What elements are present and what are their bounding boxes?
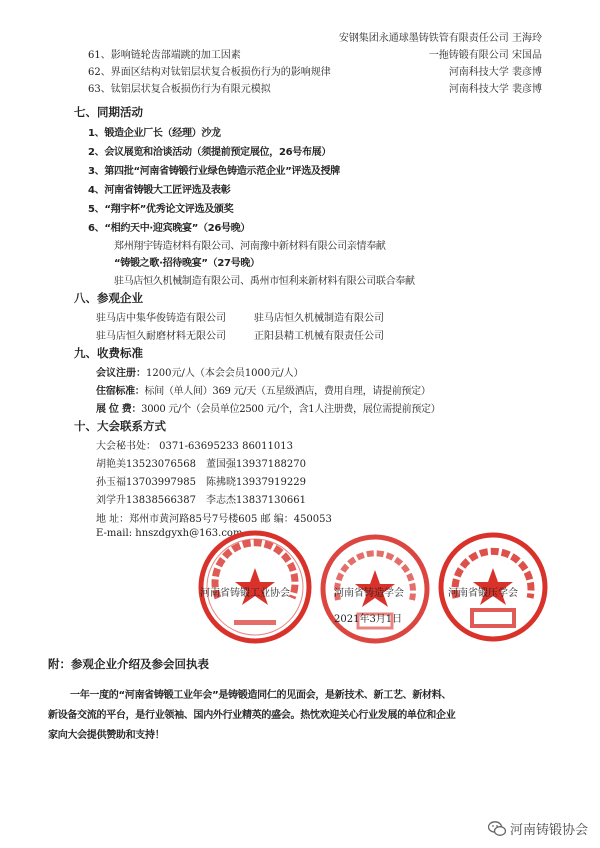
fee-registration-label: 会议注册： (96, 368, 146, 379)
section-10-title: 十、大会联系方式 (74, 419, 166, 433)
visit-company-4: 正阳县精工机械有限责任公司 (254, 331, 384, 342)
fee-registration (96, 364, 304, 379)
closing-paragraph-line-2: 新设备交流的平台，是行业领袖、国内外行业精英的盛会。热忱欢迎关心行业发展的单位和企业 (48, 710, 456, 721)
contact-2a: 孙玉福13703997985 (96, 477, 196, 488)
activity-item-4: 4、河南省铸锻大工匠评选及表彰 (88, 185, 231, 196)
fee-booth (96, 400, 440, 415)
contact-3a: 刘学升13838566387 (96, 495, 196, 506)
contact-1a: 胡艳美13523076568 (96, 459, 196, 470)
visit-company-3: 驻马店恒久耐磨材料无限公司 (96, 331, 226, 342)
activity-item-2: 2、会议展览和洽谈活动（须提前预定展位，26号布展） (88, 147, 332, 158)
contact-address: 地 址：郑州市黄河路85号7号楼605 邮 编：450053 (96, 514, 332, 525)
signature-date: 2021年3月1日 (334, 614, 403, 625)
visit-company-1: 驻马店中集华俊铸造有限公司 (96, 313, 226, 324)
dinner-event-2: “铸锻之歌·招待晚宴”（27号晚） (114, 258, 260, 269)
contact-2b: 陈拂晓13937919229 (206, 477, 306, 488)
contact-email: E-mail: hnszdgyxh@163.com (96, 528, 243, 539)
secretariat-phone: 大会秘书处： 0371-63695233 86011013 (96, 441, 293, 452)
closing-paragraph-line-1: 一年一度的“河南省铸锻工业年会”是铸锻造同仁的见面会，是新技术、新工艺、新材料、 (70, 690, 452, 701)
paper-title-61: 61、影响链轮齿部端跳的加工因素 (88, 50, 241, 61)
contact-3b: 李志杰13837130661 (206, 495, 306, 506)
appendix-title: 附：参观企业介绍及参会回执表 (48, 657, 209, 671)
signature-org-3: 河南省锻压学会 (448, 588, 518, 599)
fee-hotel-label: 住宿标准： (96, 386, 145, 397)
section-7-title: 七、同期活动 (74, 105, 143, 119)
section-8-title: 八、参观企业 (74, 291, 143, 305)
paper-org-61: 一拖铸锻有限公司 宋国品 (428, 50, 542, 61)
section-9-title: 九、收费标准 (74, 346, 143, 360)
fee-booth-value: 3000 元/个（会员单位2500 元/个，含1人注册费，展位需提前预定） (141, 404, 441, 415)
fee-hotel-value: 标间（单人间）369 元/天（五星级酒店，费用自理，请提前预定） (144, 386, 431, 397)
paper-title-62: 62、界面区结构对钛铝层状复合板损伤行为的影响规律 (88, 67, 331, 78)
wechat-watermark (488, 819, 588, 838)
activity-item-5: 5、“翔宇杯”优秀论文评选及颁奖 (88, 204, 234, 215)
fee-booth-label: 展 位 费： (96, 404, 142, 415)
sponsor-line-2: 驻马店恒久机械制造有限公司、禹州市恒利来新材料有限公司联合奉献 (114, 276, 415, 287)
signature-org-2: 河南省铸造学会 (334, 588, 404, 599)
activity-item-1: 1、锻造企业厂长（经理）沙龙 (88, 128, 221, 139)
watermark-text: 河南铸锻协会 (509, 823, 588, 838)
fee-registration-value: 1200元/人（本会会员1000元/人） (146, 368, 304, 379)
contact-1b: 董国强13937188270 (206, 459, 306, 470)
fee-hotel (96, 382, 431, 397)
paper-org-60: 安钢集团永通球墨铸铁管有限责任公司 王海玲 (338, 33, 542, 44)
signature-org-1: 河南省铸锻工业协会 (200, 588, 290, 599)
paper-title-63: 63、钛铝层状复合板损伤行为有限元模拟 (88, 84, 271, 95)
paper-org-62: 河南科技大学 裴彦博 (448, 67, 542, 78)
wechat-icon (488, 821, 506, 837)
visit-company-2: 驻马店恒久机械制造有限公司 (254, 313, 384, 324)
activity-item-3: 3、第四批“河南省铸锻行业绿色铸造示范企业”评选及授牌 (88, 166, 341, 177)
activity-item-6: 6、“相约天中·迎宾晚宴”（26号晚） (88, 223, 251, 234)
sponsor-line-1: 郑州翔宇铸造材料有限公司、河南豫中新材料有限公司亲情奉献 (114, 241, 386, 252)
closing-paragraph-line-3: 家向大会提供赞助和支持！ (48, 730, 165, 741)
paper-org-63: 河南科技大学 裴彦博 (448, 84, 542, 95)
